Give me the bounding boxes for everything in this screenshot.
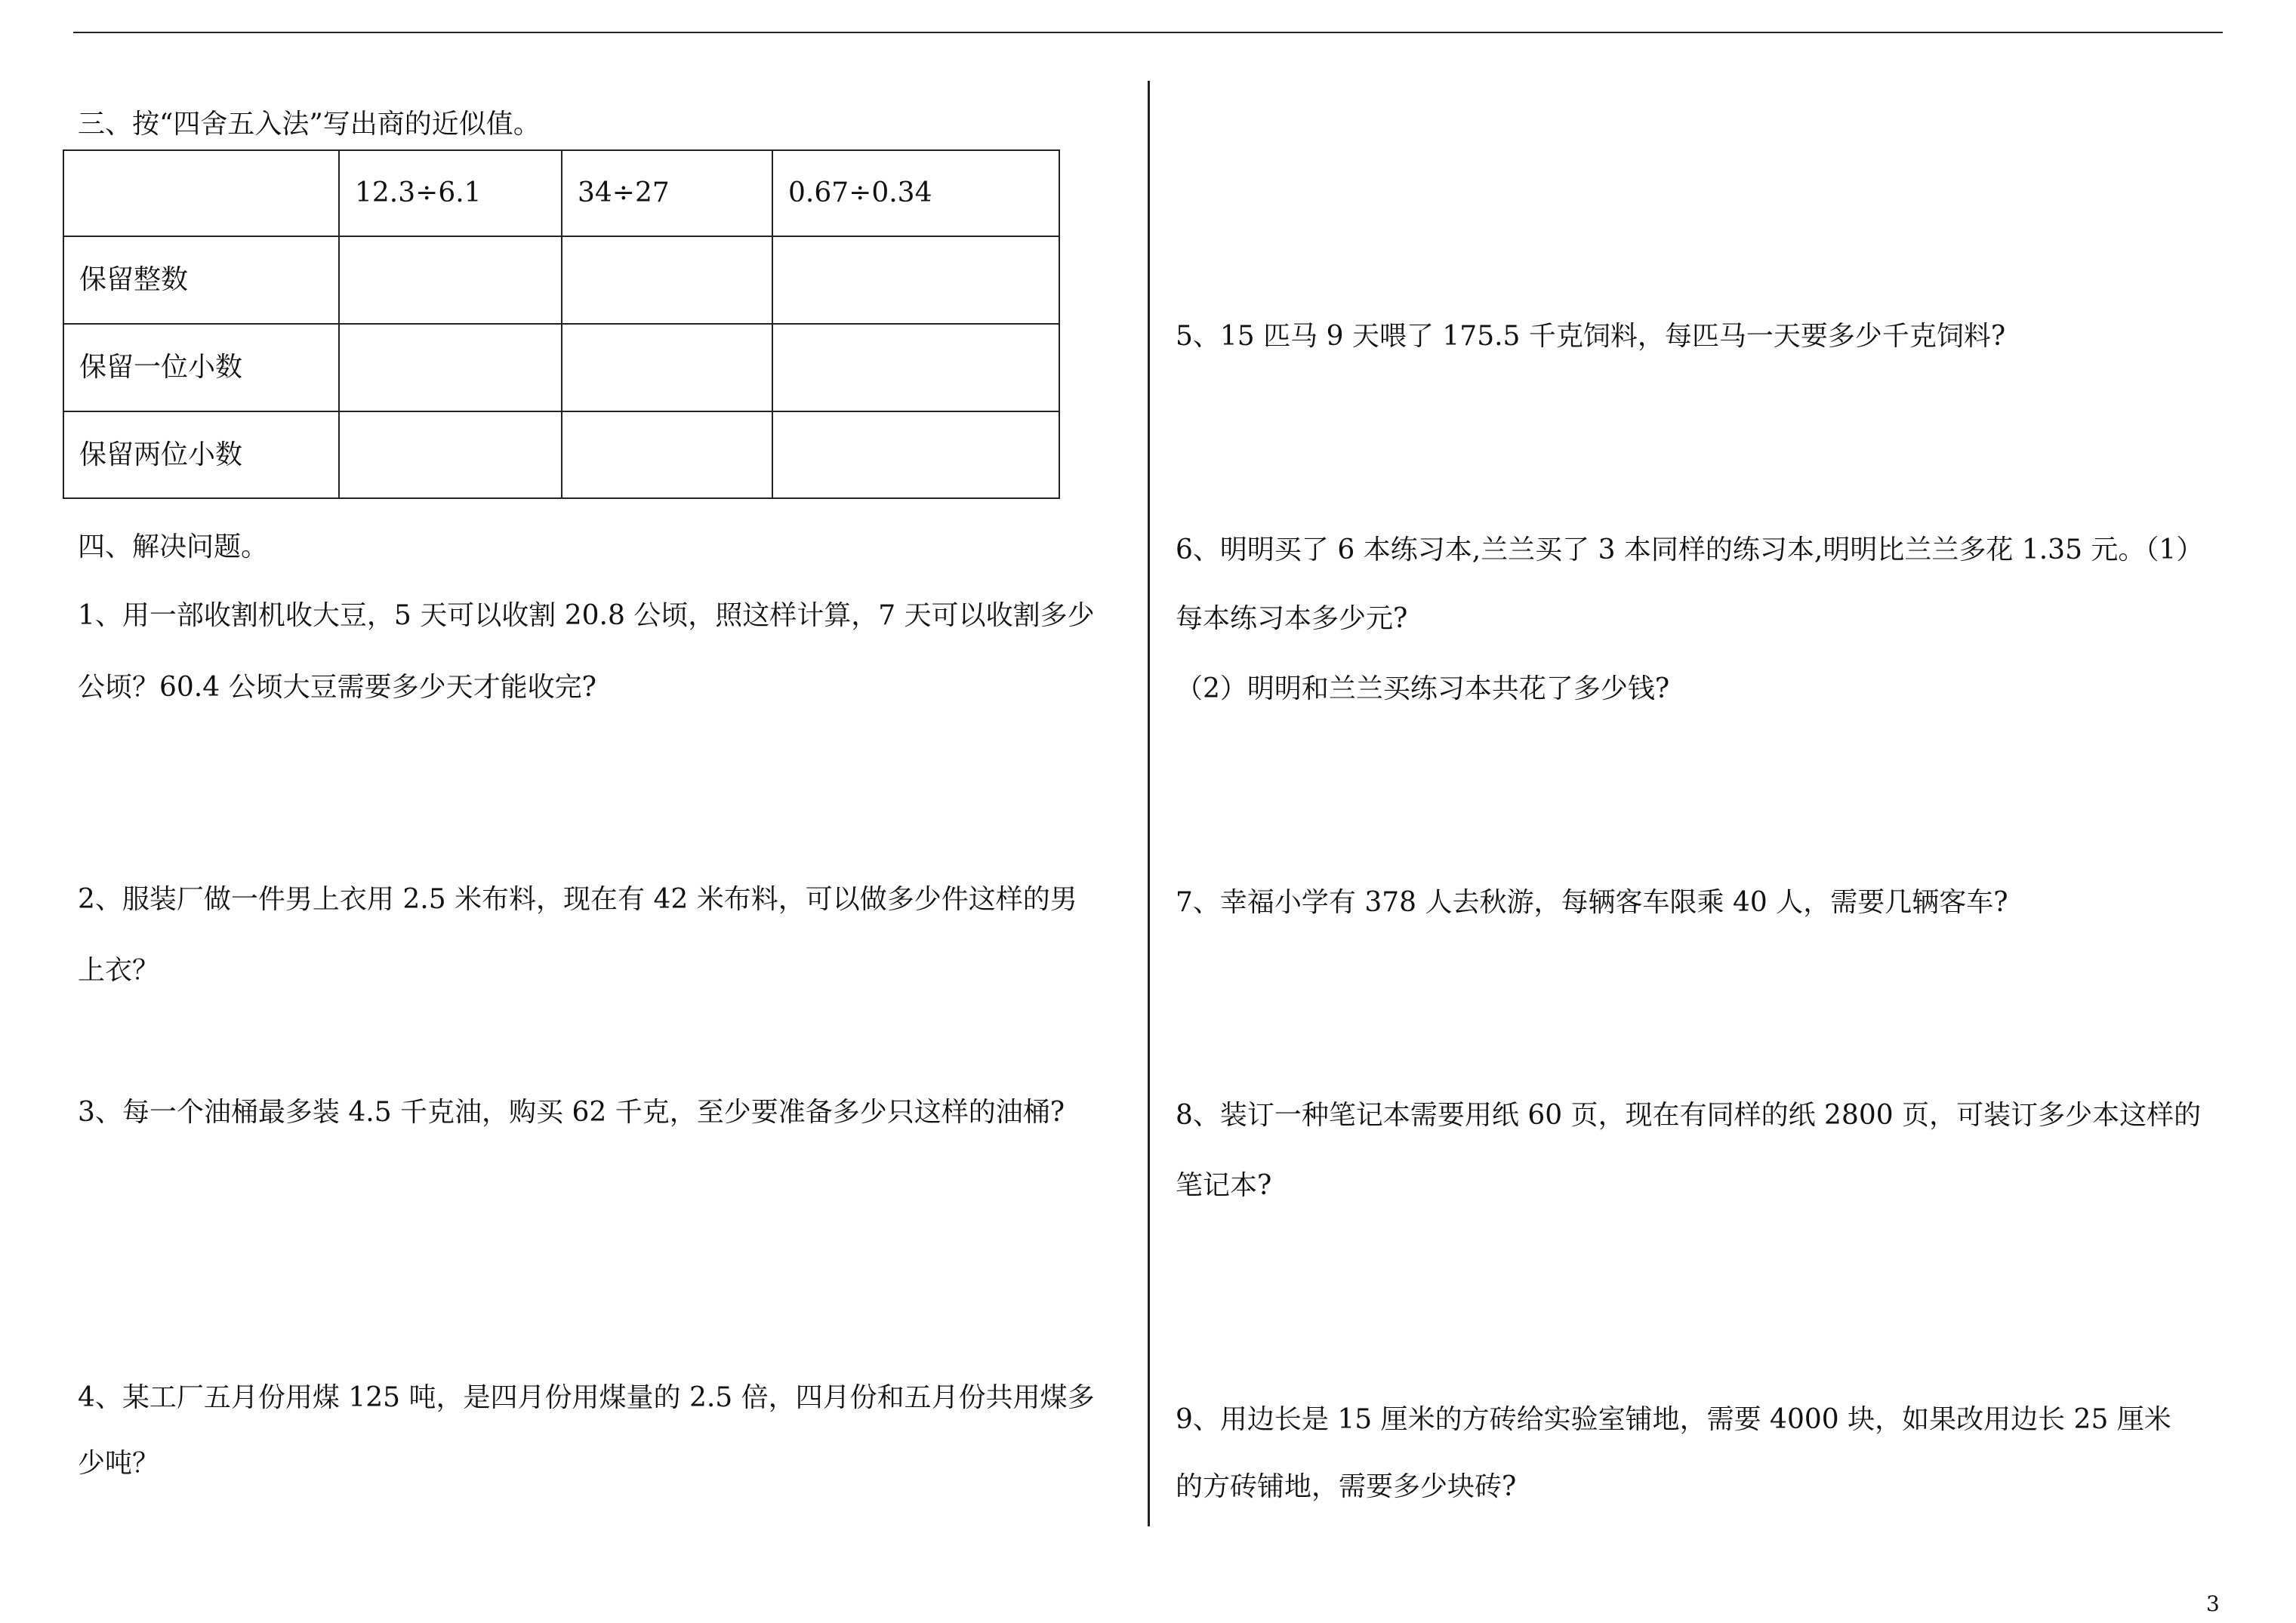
problem-1-line-1: 1、用一部收割机收大豆，5 天可以收割 20.8 公顷，照这样计算，7 天可以收割多少 <box>78 601 1095 631</box>
answer-cell <box>339 324 562 411</box>
header-rule <box>73 32 2223 33</box>
page-number: 3 <box>2206 1591 2220 1616</box>
table-header-row <box>63 150 1059 236</box>
column-divider <box>1148 81 1150 1526</box>
answer-cell <box>339 411 562 498</box>
problem-3-line-1: 3、每一个油桶最多装 4.5 千克油，购买 62 千克，至少要准备多少只这样的油桶? <box>78 1098 1065 1128</box>
table-row-label: 保留整数 <box>63 236 339 324</box>
table-column-header: 34÷27 <box>562 150 772 236</box>
problem-2-line-2: 上衣？ <box>78 956 160 986</box>
table-row <box>63 236 1059 324</box>
table-row <box>63 411 1059 498</box>
problem-6-line-1: 6、明明买了 6 本练习本,兰兰买了 3 本同样的练习本,明明比兰兰多花 1.35 元。（1） <box>1176 535 2204 565</box>
problem-4-line-1: 4、某工厂五月份用煤 125 吨，是四月份用煤量的 2.5 倍，四月份和五月份共用煤多 <box>78 1383 1095 1413</box>
answer-cell <box>562 411 772 498</box>
table-corner-cell <box>63 150 339 236</box>
problem-5-line-1: 5、15 匹马 9 天喂了 175.5 千克饲料，每匹马一天要多少千克饲料? <box>1176 322 2006 352</box>
problem-6-line-3: （2）明明和兰兰买练习本共花了多少钱? <box>1176 674 1670 704</box>
answer-cell <box>772 236 1059 324</box>
table-column-header: 12.3÷6.1 <box>339 150 562 236</box>
problem-7-line-1: 7、幸福小学有 378 人去秋游，每辆客车限乘 40 人，需要几辆客车? <box>1176 888 2008 918</box>
problem-6-line-2: 每本练习本多少元? <box>1176 604 1408 634</box>
problem-4-line-2: 少吨？ <box>78 1449 160 1479</box>
problem-1-line-2: 公顷？60.4 公顷大豆需要多少天才能收完? <box>78 673 596 703</box>
table-row <box>63 324 1059 411</box>
answer-cell <box>562 324 772 411</box>
answer-cell <box>562 236 772 324</box>
table-row-label: 保留一位小数 <box>63 324 339 411</box>
section-4-title: 四、解决问题。 <box>78 532 269 562</box>
answer-cell <box>339 236 562 324</box>
table-column-header: 0.67÷0.34 <box>772 150 1059 236</box>
section-3-title: 三、按“四舍五入法”写出商的近似值。 <box>78 109 541 140</box>
problem-8-line-2: 笔记本? <box>1176 1171 1272 1201</box>
problem-9-line-2: 的方砖铺地，需要多少块砖? <box>1176 1472 1517 1502</box>
answer-cell <box>772 324 1059 411</box>
quotient-approximation-table <box>63 149 1060 499</box>
problem-9-line-1: 9、用边长是 15 厘米的方砖给实验室铺地，需要 4000 块，如果改用边长 25 厘米 <box>1176 1405 2171 1435</box>
problem-2-line-1: 2、服装厂做一件男上衣用 2.5 米布料，现在有 42 米布料，可以做多少件这样的男 <box>78 885 1077 915</box>
problem-8-line-1: 8、装订一种笔记本需要用纸 60 页，现在有同样的纸 2800 页，可装订多少本这样的 <box>1176 1101 2202 1131</box>
answer-cell <box>772 411 1059 498</box>
table-row-label: 保留两位小数 <box>63 411 339 498</box>
